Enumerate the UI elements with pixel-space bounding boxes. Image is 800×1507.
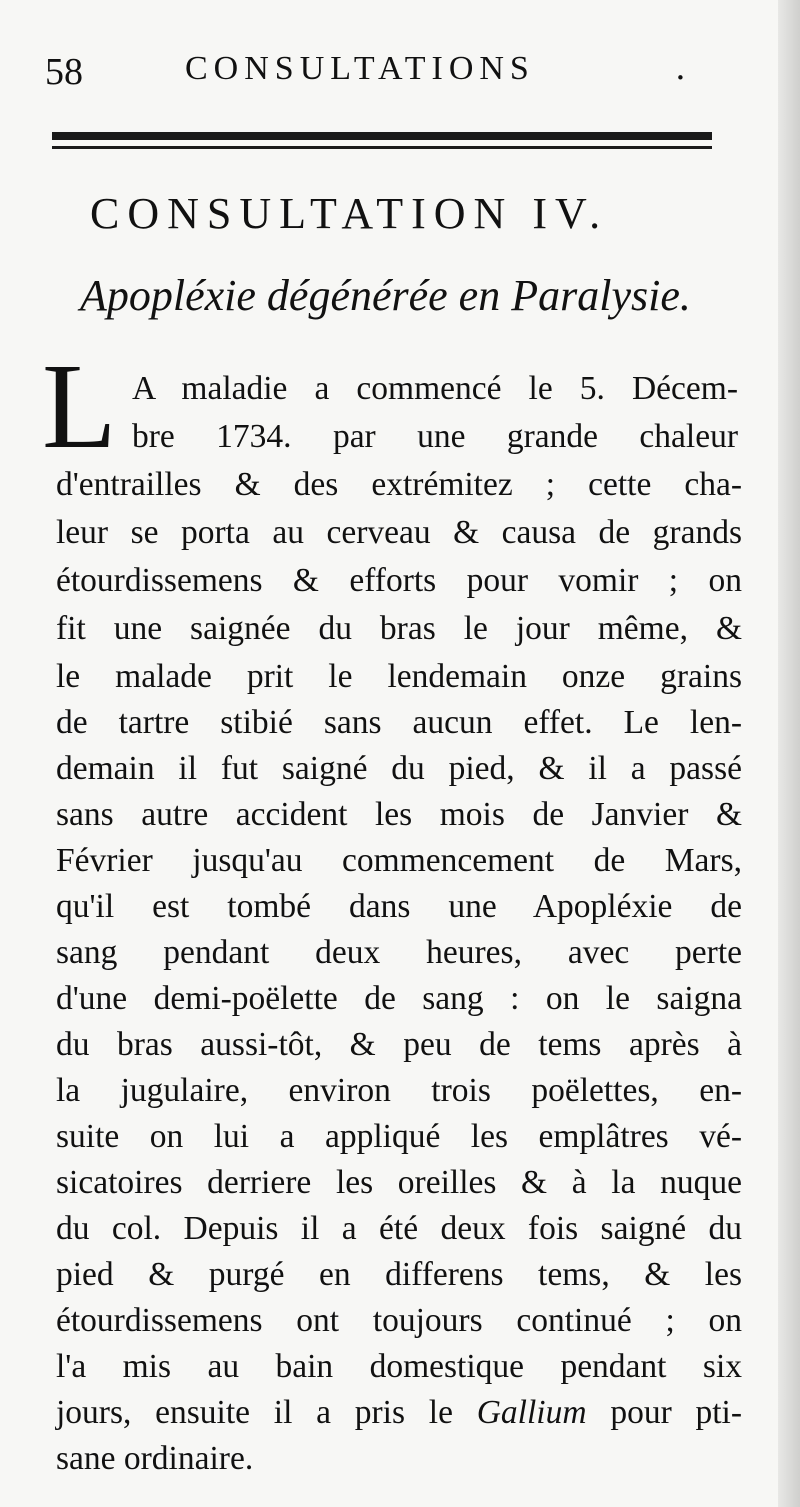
page-number: 58 — [45, 51, 83, 93]
body-line: de tartre stibié sans aucun effet. Le len- — [56, 704, 742, 741]
body-line: Février jusqu'au commencement de Mars, — [56, 842, 742, 879]
drop-cap: L — [42, 339, 117, 474]
body-line: fit une saignée du bras le jour même, & — [56, 610, 742, 647]
header-rule-thick — [52, 132, 712, 140]
body-line: sicatoires derriere les oreilles & à la nuque — [56, 1164, 742, 1201]
body-line: sang pendant deux heures, avec perte — [56, 934, 742, 971]
body-line: d'entrailles & des extrémitez ; cette cha- — [56, 466, 742, 503]
body-line: du bras aussi-tôt, & peu de tems après à — [56, 1026, 742, 1063]
page-edge — [778, 0, 800, 1507]
header-rule-thin — [52, 146, 712, 149]
running-title: CONSULTATIONS — [185, 50, 535, 87]
body-line: bre 1734. par une grande chaleur — [132, 418, 738, 455]
body-line: étourdissemens ont toujours continué ; on — [56, 1302, 742, 1339]
body-line: leur se porta au cerveau & causa de grands — [56, 514, 742, 551]
chapter-subtitle: Apopléxie dégénérée en Paralysie. — [80, 271, 691, 320]
running-head-dot: . — [675, 48, 686, 88]
body-line: le malade prit le lendemain onze grains — [56, 658, 742, 695]
body-line: suite on lui a appliqué les emplâtres vé- — [56, 1118, 742, 1155]
line-text-tail: pour pti- — [610, 1394, 742, 1431]
body-line: pied & purgé en differens tems, & les — [56, 1256, 742, 1293]
chapter-heading: CONSULTATION IV. — [90, 189, 609, 238]
body-line: étourdissemens & efforts pour vomir ; on — [56, 562, 742, 599]
body-line: sans autre accident les mois de Janvier & — [56, 796, 742, 833]
body-line: qu'il est tombé dans une Apopléxie de — [56, 888, 742, 925]
body-line: d'une demi-poëlette de sang : on le saigna — [56, 980, 742, 1017]
line-text: jours, ensuite il a pris le — [56, 1394, 453, 1431]
body-line: l'a mis au bain domestique pendant six — [56, 1348, 742, 1385]
body-line: du col. Depuis il a été deux fois saigné du — [56, 1210, 742, 1247]
body-line: A maladie a commencé le 5. Décem- — [132, 370, 738, 407]
italic-word: Gallium — [476, 1394, 587, 1431]
body-last-line: sane ordinaire. — [56, 1440, 254, 1477]
running-head — [40, 48, 700, 98]
body-line: la jugulaire, environ trois poëlettes, en- — [56, 1072, 742, 1109]
body-line: demain il fut saigné du pied, & il a passé — [56, 750, 742, 787]
body-line-with-italic — [56, 1390, 742, 1436]
